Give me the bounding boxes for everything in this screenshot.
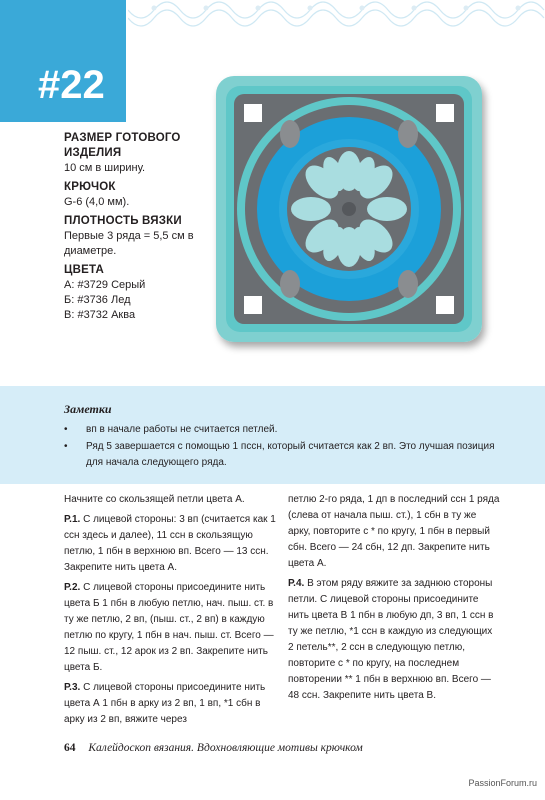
pattern-number: #22 bbox=[38, 63, 105, 107]
size-value: 10 см в ширину. bbox=[64, 162, 146, 174]
colors-heading: ЦВЕТА bbox=[64, 264, 104, 276]
page-number: 64 bbox=[64, 742, 76, 754]
bullet-icon: • bbox=[64, 424, 68, 435]
row-4-instruction bbox=[288, 576, 500, 704]
gauge-value: Первые 3 ряда = 5,5 см в диаметре. bbox=[64, 230, 194, 257]
gauge-heading: ПЛОТНОСТЬ ВЯЗКИ bbox=[64, 215, 182, 227]
specs-block bbox=[64, 131, 214, 323]
page-footer bbox=[64, 742, 363, 754]
row-text: С лицевой стороны присоедините нить цвета А 1 пбн в арку из 2 вп, 1 вп, *1 сбн в арку из 2 вп, вяжите через bbox=[64, 682, 266, 725]
lace-border-decoration bbox=[128, 0, 545, 36]
notes-title: Заметки bbox=[64, 402, 112, 416]
color-item: В: #3732 Аква bbox=[64, 309, 136, 321]
row-1-instruction bbox=[64, 512, 276, 576]
instructions-left-column bbox=[64, 492, 276, 728]
hook-heading: КРЮЧОК bbox=[64, 181, 116, 193]
row-2-instruction bbox=[64, 580, 276, 676]
row-text: С лицевой стороны присоедините нить цвета Б 1 пбн в любую петлю, нач. пыш. ст. в ту же петлю, 2 вп, (пыш. ст., 2 вп) в каждую петлю по кругу, 1 пбн в нач. пыш. ст. Всего — 12 пыш. ст., 12 арок из 2 вп. Закрепите нить цвета Б. bbox=[64, 582, 274, 673]
row-label: Р.2. bbox=[64, 582, 81, 593]
row-label: Р.3. bbox=[64, 682, 81, 693]
row-3-instruction bbox=[64, 680, 276, 728]
intro-text: Начните со скользящей петли цвета А. bbox=[64, 494, 245, 505]
bullet-icon: • bbox=[64, 441, 68, 452]
book-title: Калейдоскоп вязания. Вдохновляющие мотивы крючком bbox=[88, 742, 363, 754]
row-text: В этом ряду вяжите за заднюю стороны петли. С лицевой стороны присоедините нить цвета В 1 пбн в любую дп, 3 вп, 1 ссн в ту же петлю, *1 ссн в каждую из следующих 2 петель**, 2 ссн в следующую петлю, повторите с * по кругу, на последнем повторении ** 1 пбн в верхнюю вп. Всего — 48 ссн. Закрепите нить цвета В. bbox=[288, 578, 494, 701]
hook-value: G-6 (4,0 мм). bbox=[64, 196, 130, 208]
instructions-right-column bbox=[288, 492, 500, 704]
watermark: PassionForum.ru bbox=[468, 778, 537, 788]
crochet-square-photo bbox=[210, 70, 500, 360]
color-item: Б: #3736 Лед bbox=[64, 294, 131, 306]
row-text: С лицевой стороны: 3 вп (считается как 1 ссн здесь и далее), 11 ссн в скользящую петлю, 1 пбн в верхнюю вп. Всего — 13 ссн. Закрепите нить цвета А. bbox=[64, 514, 276, 573]
size-heading: РАЗМЕР ГОТОВОГО ИЗДЕЛИЯ bbox=[64, 132, 181, 159]
note-item bbox=[64, 422, 504, 438]
color-item: А: #3729 Серый bbox=[64, 279, 146, 291]
row-label: Р.4. bbox=[288, 578, 305, 589]
note-item bbox=[64, 439, 504, 471]
note-text: Ряд 5 завершается с помощью 1 пссн, который считается как 2 вп. Это лучшая позиция для начала следующего ряда. bbox=[86, 441, 495, 468]
note-text: вп в начале работы не считается петлей. bbox=[86, 424, 278, 435]
row-label: Р.1. bbox=[64, 514, 81, 525]
row-3-continuation: петлю 2-го ряда, 1 дп в последний ссн 1 ряда (слева от начала пыш. ст.), 1 сбн в ту же арку, повторите с * по кругу, 1 пбн в первый сбн. Всего — 24 сбн, 12 дп. Закрепите нить цвета А. bbox=[288, 494, 500, 569]
